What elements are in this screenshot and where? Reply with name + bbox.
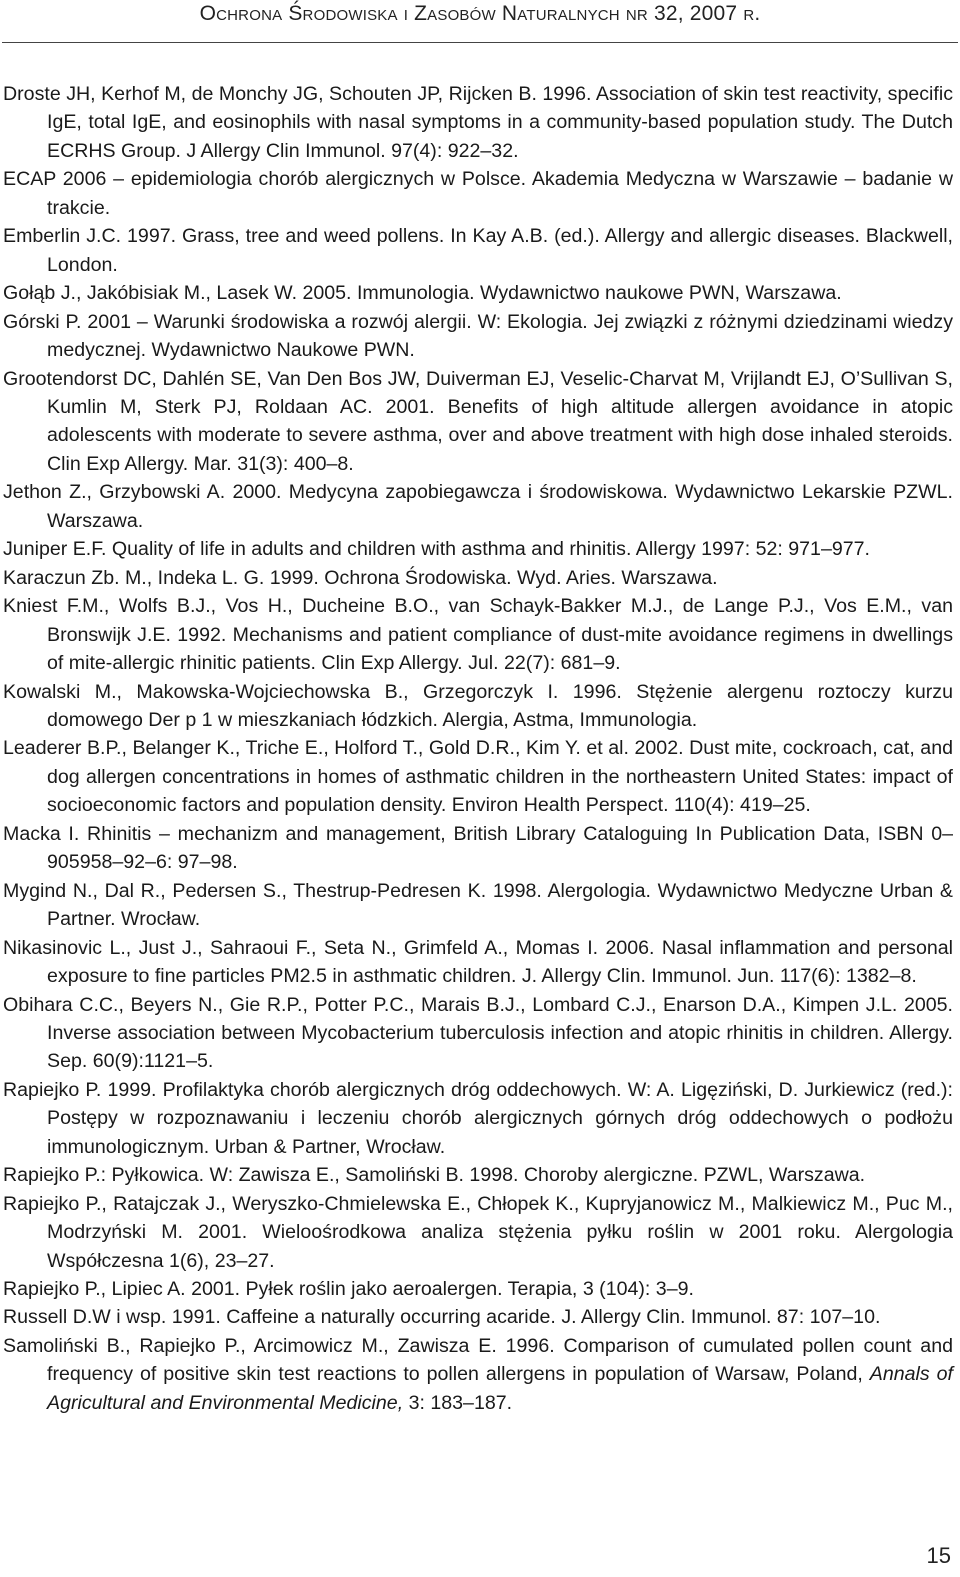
page-number: 15 [926, 1543, 951, 1568]
header-rule [2, 42, 958, 43]
reference-item: Górski P. 2001 – Warunki środowiska a rozwój alergii. W: Ekologia. Jej związki z różnymi dziedzinami wiedzy medycznej. Wydawnictwo Naukowe PWN. [3, 310, 953, 362]
reference-item: ECAP 2006 – epidemiologia chorób alergicznych w Polsce. Akademia Medyczna w Warszawie – badanie w trakcie. [3, 168, 953, 219]
reference-item: Obihara C.C., Beyers N., Gie R.P., Potter P.C., Marais B.J., Lombard C.J., Enarson D.A., Kimpen J.L. 2005. Inverse association between Mycobacterium tuberculosis infection and atopic rhinitis in children. Allergy. Sep. 60(9):1121–5. [3, 993, 953, 1073]
reference-item: Rapiejko P., Lipiec A. 2001. Pyłek roślin jako aeroalergen. Terapia, 3 (104): 3–9. [3, 1278, 694, 1301]
reference-item: Emberlin J.C. 1997. Grass, tree and weed pollens. In Kay A.B. (ed.). Allergy and allergic diseases. Blackwell, London. [3, 225, 953, 276]
reference-text: Samoliński B., Rapiejko P., Arcimowicz M., Zawisza E. 1996. Comparison of cumulated pollen count and frequency of positive skin test reactions to pollen allergens in population of Warsaw, Poland, [3, 1334, 953, 1386]
reference-item: Kowalski M., Makowska-Wojciechowska B., Grzegorczyk I. 1996. Stężenie alergenu roztoczy kurzu domowego Der p 1 w mieszkaniach łódzkich. Alergia, Astma, Immunologia. [3, 680, 953, 731]
reference-item: Leaderer B.P., Belanger K., Triche E., Holford T., Gold D.R., Kim Y. et al. 2002. Dust mite, cockroach, cat, and dog allergen concentrations in homes of asthmatic children in the northeastern United States: impact of socioeconomic factors and population density. Environ Health Perspect. 110(4): 419–25. [3, 737, 953, 817]
reference-item: Mygind N., Dal R., Pedersen S., Thestrup-Pedresen K. 1998. Alergologia. Wydawnictwo Medyczne Urban & Partner. Wrocław. [3, 879, 953, 931]
reference-item: Russell D.W i wsp. 1991. Caffeine a naturally occurring acaride. J. Allergy Clin. Immunol. 87: 107–10. [3, 1306, 881, 1329]
reference-item: Jethon Z., Grzybowski A. 2000. Medycyna zapobiegawcza i środowiskowa. Wydawnictwo Lekarskie PZWL. Warszawa. [3, 481, 953, 532]
reference-item: Rapiejko P., Ratajczak J., Weryszko-Chmielewska E., Chłopek K., Kupryjanowicz M., Malkiewicz M., Puc M., Modrzyński M. 2001. Wieloośrodkowa analiza stężenia pyłku roślin w 2001 roku. Alergologia Współczesna 1(6), 23–27. [3, 1192, 953, 1272]
running-header: Ochrona Środowiska i Zasobów Naturalnych nr 32, 2007 r. [199, 2, 761, 25]
reference-item: Kniest F.M., Wolfs B.J., Vos H., Ducheine B.O., van Schayk-Bakker M.J., de Lange P.J., Vos E.M., van Bronswijk J.E. 1992. Mechanisms and patient compliance of dust-mite avoidance regimens in dwellings of mite-allergic rhinitic patients. Clin Exp Allergy. Jul. 22(7): 681–9. [3, 595, 953, 675]
reference-item: Grootendorst DC, Dahlén SE, Van Den Bos JW, Duiverman EJ, Veselic-Charvat M, Vrijlandt EJ, O’Sullivan S, Kumlin M, Sterk PJ, Roldaan AC. 2001. Benefits of high altitude allergen avoidance in atopic adolescents with moderate to severe asthma, over and above treatment with high dose inhaled steroids. Clin Exp Allergy. Mar. 31(3): 400–8. [3, 367, 953, 475]
reference-item: Rapiejko P. 1999. Profilaktyka chorób alergicznych dróg oddechowych. W: A. Ligęziński, D. Jurkiewicz (red.): Postępy w rozpoznawaniu i leczeniu chorób alergicznych górnych dróg oddechowych o podłożu immunologicznym. Urban & Partner, Wrocław. [3, 1078, 953, 1158]
reference-item: Rapiejko P.: Pyłkowica. W: Zawisza E., Samoliński B. 1998. Choroby alergiczne. PZWL, Warszawa. [3, 1164, 866, 1187]
reference-text: 3: 183–187. [403, 1391, 513, 1414]
reference-item: Macka I. Rhinitis – mechanizm and management, British Library Cataloguing In Publication Data, ISBN 0–905958–92–6: 97–98. [3, 822, 953, 874]
reference-item: Gołąb J., Jakóbisiak M., Lasek W. 2005. Immunologia. Wydawnictwo naukowe PWN, Warszawa. [3, 282, 842, 305]
reference-list [3, 80, 953, 1417]
journal-title: Annals of Agricultural and Environmental Medicine, [47, 1363, 953, 1414]
reference-item: Karaczun Zb. M., Indeka L. G. 1999. Ochrona Środowiska. Wyd. Aries. Warszawa. [3, 566, 718, 589]
reference-item: Droste JH, Kerhof M, de Monchy JG, Schouten JP, Rijcken B. 1996. Association of skin test reactivity, specific IgE, total IgE, and eosinophils with nasal symptoms in a community-based population study. The Dutch ECRHS Group. J Allergy Clin Immunol. 97(4): 922–32. [3, 83, 953, 162]
reference-item [3, 1332, 953, 1417]
reference-item: Juniper E.F. Quality of life in adults and children with asthma and rhinitis. Allergy 1997: 52: 971–977. [3, 538, 870, 561]
reference-item: Nikasinovic L., Just J., Sahraoui F., Seta N., Grimfeld A., Momas I. 2006. Nasal inflammation and personal exposure to fine particles PM2.5 in asthmatic children. J. Allergy Clin. Immunol. Jun. 117(6): 1382–8. [3, 936, 953, 988]
